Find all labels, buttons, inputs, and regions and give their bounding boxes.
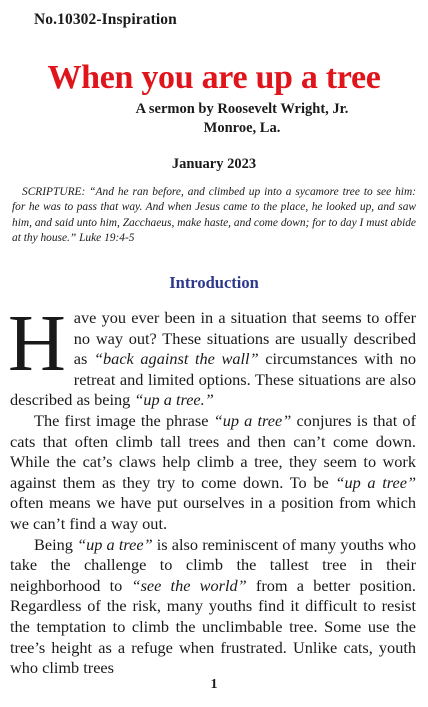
italic-phrase: “up a tree.” [134, 390, 214, 410]
text-segment: is also reminiscent of many youths who take the challenge to climb the tallest tree in their neighborhood to [10, 534, 416, 595]
italic-phrase: “see the world” [131, 575, 247, 595]
text-segment: conjures is that of cats that often climb tall trees and then can’t come down. While the cat’s claws help climb a tree, they seem to work against them as they try to come down. To be [10, 410, 416, 492]
text-segment: from a better position. Regardless of the risk, many youths find it difficult to resist the temptation to climb the unclimbable tree. Some use the tree’s height as a refuge when frustrated. Unlike cats, youth who climb trees [10, 575, 416, 678]
italic-phrase: “up a tree” [77, 534, 153, 554]
text-segment: circumstances with no retreat and limited options. These situations are also described as being [10, 349, 416, 410]
page-number: 1 [210, 677, 218, 692]
paragraph-2 [10, 411, 416, 535]
text-segment: The first image the phrase [34, 410, 214, 430]
drop-cap: H [8, 300, 66, 388]
italic-phrase: “up a tree” [335, 472, 416, 492]
text-segment: often means we have put ourselves in a position from which we can’t find a way out. [10, 493, 416, 533]
text-segment: ave you ever been in a situation that seems to offer no way out? These situations are usually described as [73, 308, 416, 369]
italic-phrase: “back against the wall” [93, 349, 259, 369]
scripture-passage: SCRIPTURE: “And he ran before, and climbed up into a sycamore tree to see him: for he was to pass that way. And when Jesus came to the place, he looked up, and saw him, and said unto him, Zacchaeus, make haste, and come down; for to day I must abide at thy house.” Luke 19:4-5 [12, 186, 416, 245]
text-segment: Being [34, 534, 78, 554]
paragraph-3 [10, 535, 416, 679]
sermon-title: When you are up a tree [47, 59, 381, 96]
document-number: No.10302-Inspiration [34, 11, 177, 28]
italic-phrase: “up a tree” [213, 410, 292, 430]
section-heading: Introduction [169, 273, 259, 292]
sermon-date: January 2023 [171, 156, 257, 172]
byline: A sermon by Roosevelt Wright, Jr. [135, 101, 349, 117]
location: Monroe, La. [203, 120, 281, 136]
paragraph-1 [8, 300, 416, 411]
sermon-body [8, 300, 416, 679]
